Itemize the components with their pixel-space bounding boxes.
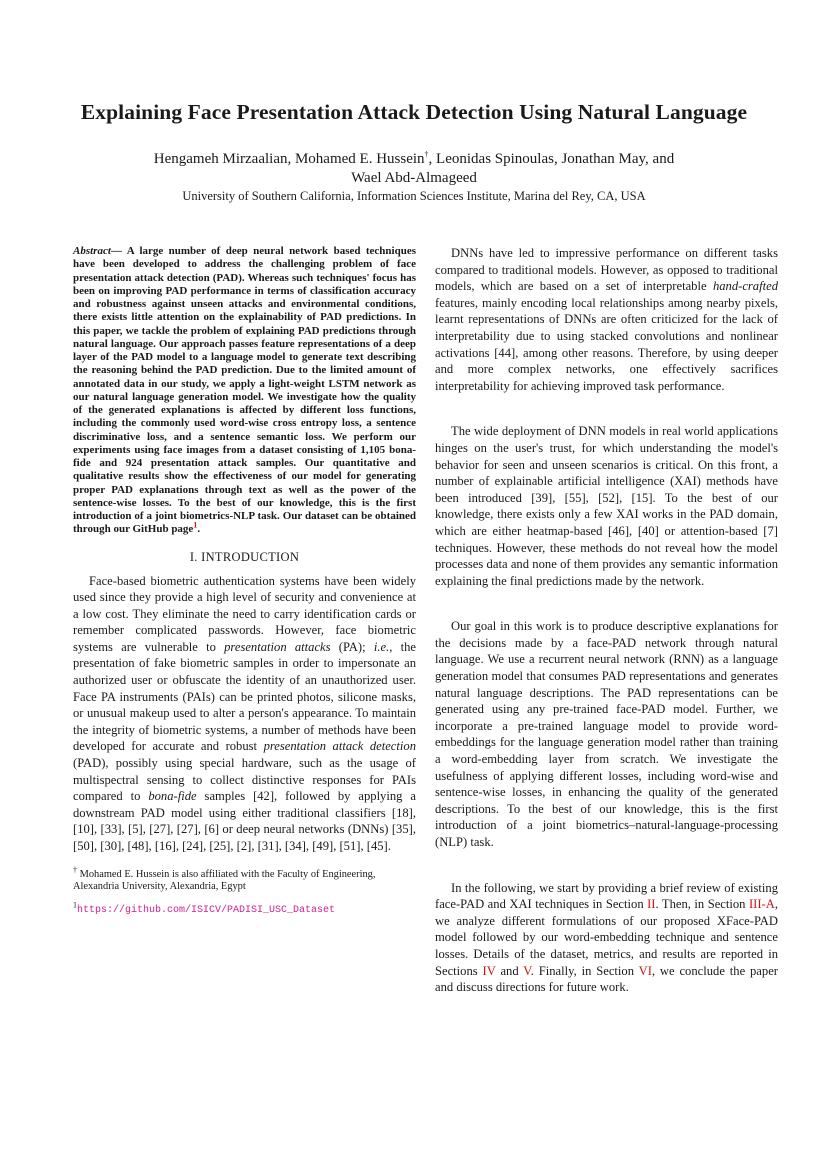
emphasis: hand-crafted bbox=[712, 279, 778, 294]
section-ref-link[interactable]: VI bbox=[638, 963, 652, 978]
emphasis: i.e. bbox=[373, 639, 390, 654]
text-run: (PAD), possibly using special hardware, such as the usage of multispectral sensing to collect distinctive responses for PAIs compared to bbox=[73, 756, 416, 804]
section-ref-link[interactable]: V bbox=[523, 963, 531, 978]
github-link[interactable]: https://github.com/ISICV/PADISI_USC_Dataset bbox=[77, 904, 336, 916]
right-column bbox=[435, 245, 778, 996]
section-heading-introduction: I. INTRODUCTION bbox=[189, 549, 300, 564]
text-run: , the presentation of fake biometric samples in order to impersonate an authorized user or obfuscate the identity of an unauthorized user. Face PA instruments (PAIs) can be printed photos, silicone masks, or unusual makeup used to alter a person's appearance. To maintain the integrity of biometric systems, a number of methods have been developed for accurate and robust bbox=[73, 639, 416, 754]
text-run: , we conclude the paper and discuss directions for future work. bbox=[435, 963, 778, 995]
section-ref-link[interactable]: III-A bbox=[748, 897, 775, 912]
intro-paragraph-1 bbox=[73, 573, 416, 855]
intro-paragraph-3: The wide deployment of DNN models in real world applications hinges on the user's trust, for which understanding the model's behavior for seen and unseen scenarios is critical. On this front, a number of explainable artificial intelligence (XAI) methods have been introduced [39], [55], [52], [15]. To the best of our knowledge, there exists only a few XAI works in the PAD domain, which are either heatmap-based [46], [40] or attention-based [7] techniques. However, these methods do not reveal how the model processes data and none of them provides any semantic information explaining the final predictions made by the network. bbox=[435, 424, 778, 588]
abstract-text: — A large number of deep neural network based techniques have been developed to address the challenging problem of face presentation attack detection (PAD). Whereas such techniques' focus has been on improving PAD performance in terms of classification accuracy and robustness against unseen attacks and environmental conditions, there exists little attention on the explainability of PAD predictions. In this paper, we tackle the problem of explaining PAD predictions through natural language. Our approach passes feature representations of a deep layer of the PAD model to a language model to generate text describing the reasoning behind the PAD prediction. Due to the limited amount of annotated data in our study, we apply a light-weight LSTM network as our natural language generation model. We investigate how the quality of the generated explanations is affected by different loss functions, including the commonly used word-wise cross entropy loss, a sentence discriminative loss, and a sentence semantic loss. We perform our experiments using face images from a dataset consisting of 1,105 bona-fide and 924 presentation attack samples. Our quantitative and qualitative results show the effectiveness of our model for generating proper PAD explanations through text as well as the power of the sentence-wise losses. To the best of our knowledge, this is the first introduction of a joint biometrics-NLP task. Our dataset can be obtained through our GitHub page bbox=[73, 245, 416, 536]
author-list bbox=[100, 150, 728, 188]
abstract-label: Abstract bbox=[73, 245, 111, 257]
section-ref-link[interactable]: II bbox=[647, 897, 656, 912]
left-column bbox=[73, 245, 416, 917]
text-run: In the following, we start by providing a brief review of existing face-PAD and XAI techniques in Section bbox=[435, 880, 778, 912]
text-run: (PA); bbox=[330, 639, 374, 654]
affiliation: University of Southern California, Information Sciences Institute, Marina del Rey, CA, USA bbox=[182, 189, 646, 203]
footnote-ref-1[interactable]: 1 bbox=[193, 520, 198, 530]
text-run: , we analyze different formulations of our proposed XFace-PAD model followed by our word-embedding technique and sentence losses. Details of the dataset, metrics, and results are reported in Sections bbox=[435, 897, 778, 978]
abstract-end: . bbox=[197, 523, 201, 536]
footnote-text: Mohamed E. Hussein is also affiliated with the Faculty of Engineering, Alexandria University, Alexandria, Egypt bbox=[73, 868, 376, 893]
text-run: samples [42], followed by applying a downstream PAD model using either traditional classifiers [18], [10], [33], [5], [27], [27], [6] or deep neural networks (DNNs) [35], [50], [30], [48], [16], [24], [25], [2], [31], [34], [49], [51], [45]. bbox=[73, 789, 416, 853]
intro-paragraph-5 bbox=[435, 880, 778, 996]
paper-title: Explaining Face Presentation Attack Detection Using Natural Language bbox=[80, 100, 748, 124]
text-run: . Then, in Section bbox=[655, 897, 749, 912]
emphasis: presentation attacks bbox=[224, 639, 331, 654]
dagger-mark: † bbox=[73, 865, 77, 875]
emphasis: presentation attack detection bbox=[263, 739, 416, 754]
authors-text-a: Hengameh Mirzaalian, Mohamed E. Hussein bbox=[153, 151, 425, 167]
intro-paragraph-2 bbox=[435, 245, 778, 394]
text-run: and bbox=[495, 963, 524, 978]
footnote-dagger bbox=[73, 865, 416, 894]
dagger-mark: † bbox=[424, 150, 429, 159]
authors-text-line2: Wael Abd-Almageed bbox=[351, 170, 477, 186]
authors-text-b: , Leonidas Spinoulas, Jonathan May, and bbox=[428, 151, 675, 167]
footnote-mark: 1 bbox=[73, 900, 77, 910]
text-run: features, mainly encoding local relationships among nearby pixels, learnt representations of DNNs are often criticized for the lack of interpretability due to using stacked convolutions and nonlinear activations [44], among other reasons. Therefore, by using deeper and more complex networks, one effectively sacrifices interpretability for achieving improved task performance. bbox=[435, 295, 778, 393]
abstract bbox=[73, 245, 416, 537]
text-run: Face-based biometric authentication systems have been widely used since they provide a high level of security and convenience at a low cost. They eliminate the need to carry identification cards or remember complicated passwords. However, face biometric systems are vulnerable to bbox=[73, 573, 416, 654]
section-ref-link[interactable]: IV bbox=[482, 963, 496, 978]
text-run: . Finally, in Section bbox=[530, 963, 639, 978]
emphasis: bona-fide bbox=[148, 789, 197, 804]
footnote-1 bbox=[73, 900, 416, 918]
text-run: DNNs have led to impressive performance on different tasks compared to traditional models. However, as opposed to traditional models, which are based on a set of interpretable bbox=[435, 246, 778, 294]
intro-paragraph-4: Our goal in this work is to produce descriptive explanations for the decisions made by a face-PAD network through natural language. We use a recurrent neural network (RNN) as a language generation model that consumes PAD representations and generates natural language descriptions. The PAD representations can be generated using any pre-trained face-PAD model. Further, we incorporate a pre-trained language model to provide word-embeddings for the language generation model rather than training a word-embedding layer from scratch. We investigate the usefulness of applying different losses, including word-wise and sentence-wise losses, in enhancing the quality of the generated descriptions. To the best of our knowledge, this is the first introduction of a joint biometrics–natural-language-processing (NLP) task. bbox=[435, 619, 778, 849]
